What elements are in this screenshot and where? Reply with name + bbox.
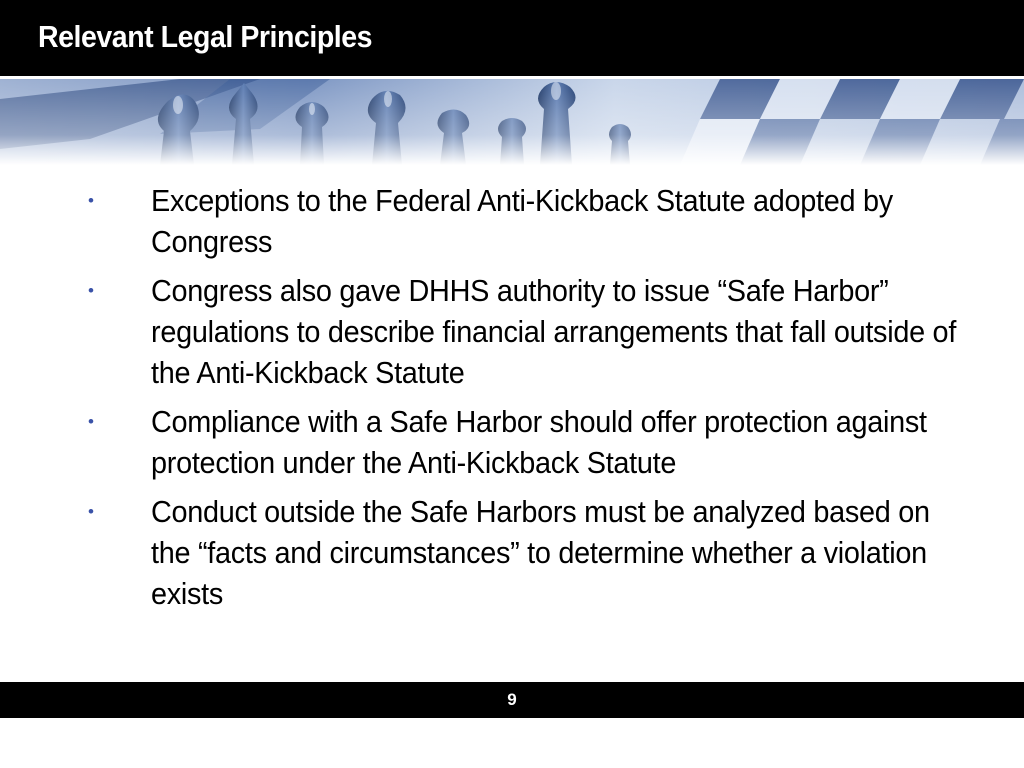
page-number: 9	[507, 690, 517, 709]
bullet-icon: •	[88, 281, 94, 300]
bullet-item	[88, 491, 988, 614]
bullet-text: Compliance with a Safe Harbor should offer protection against protection under the Anti-Kickback Statute	[151, 404, 927, 480]
bullet-text: Conduct outside the Safe Harbors must be analyzed based on the “facts and circumstances” to determine whether a violation exists	[151, 494, 930, 611]
bullet-icon: •	[88, 502, 94, 521]
chess-banner-image	[0, 79, 1024, 165]
bullet-item	[88, 180, 988, 262]
bullet-list	[88, 180, 988, 622]
bullet-icon: •	[88, 191, 94, 210]
slide-title: Relevant Legal Principles	[38, 19, 373, 54]
title-bar	[0, 0, 1024, 76]
bullet-item	[88, 270, 988, 393]
bullet-text: Exceptions to the Federal Anti-Kickback Statute adopted by Congress	[151, 183, 893, 259]
footer-bar	[0, 682, 1024, 718]
bullet-text: Congress also gave DHHS authority to issue “Safe Harbor” regulations to describe financial arrangements that fall outside of the Anti-Kickback Statute	[151, 273, 957, 390]
bullet-item	[88, 401, 988, 483]
bullet-icon: •	[88, 412, 94, 431]
